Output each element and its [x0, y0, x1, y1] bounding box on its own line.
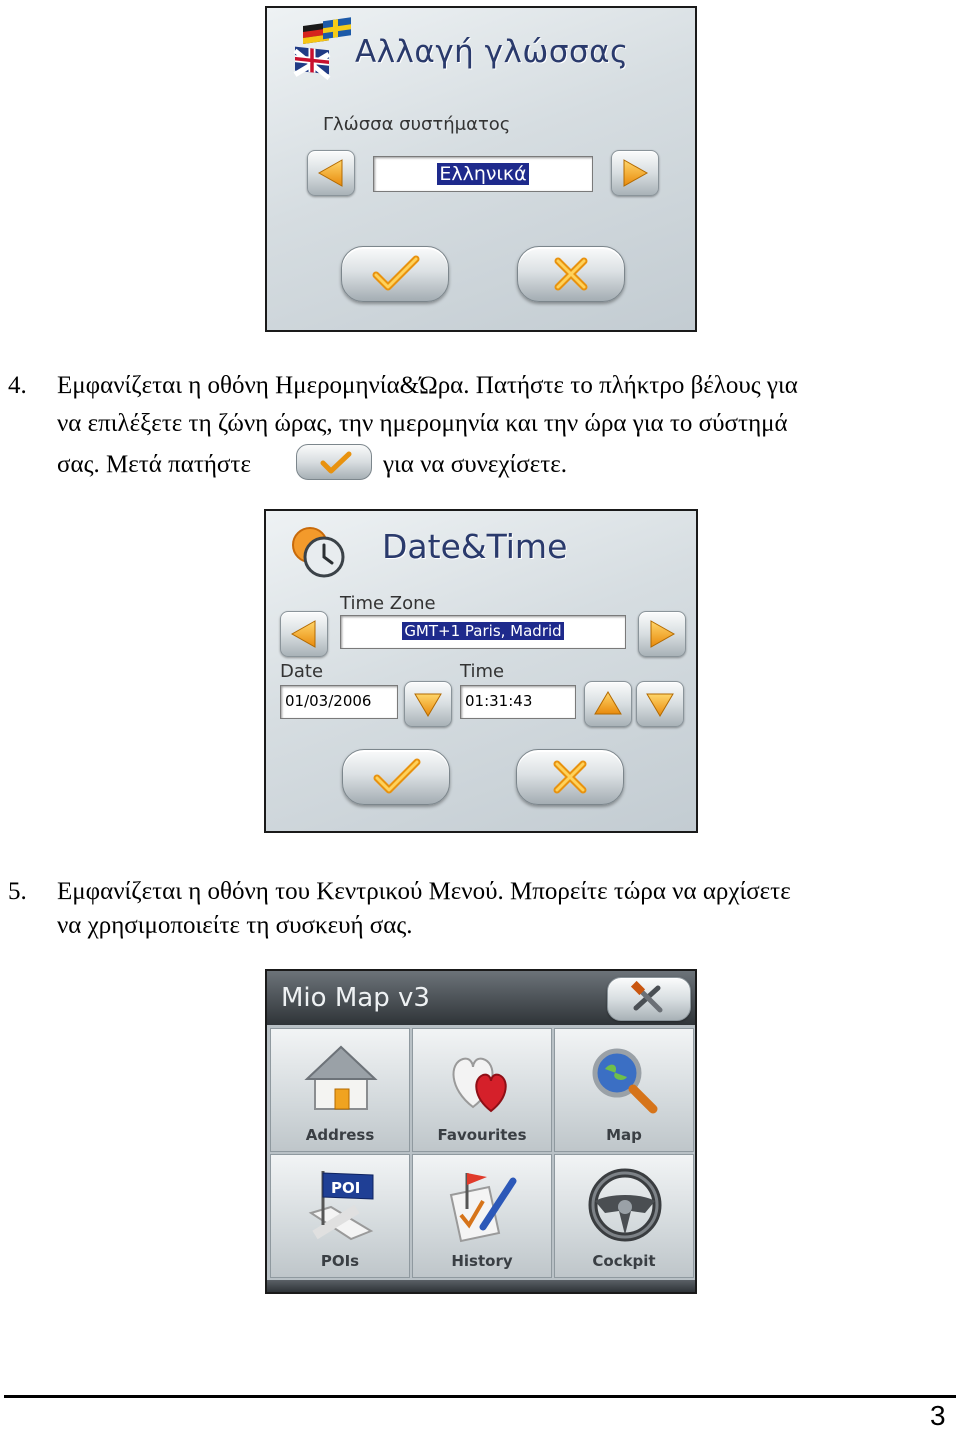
date-field[interactable] [280, 685, 398, 719]
step-5-line-1: Εμφανίζεται η οθόνη του Κεντρικού Μενού. Μπορείτε τώρα να αρχίσετε [57, 878, 791, 905]
ok-button[interactable] [341, 246, 449, 302]
tile-label: History [451, 1252, 513, 1270]
inline-ok-button-image [296, 444, 372, 480]
settings-button[interactable] [607, 977, 691, 1021]
menu-tile-favourites[interactable] [412, 1028, 552, 1152]
tile-label: Map [606, 1126, 642, 1144]
language-screen [265, 6, 697, 332]
app-title: Mio Map v3 [281, 983, 430, 1013]
menu-footer-bar [267, 1280, 695, 1292]
date-down-button[interactable] [404, 681, 452, 727]
checkmark-icon [297, 445, 373, 481]
next-timezone-button[interactable] [638, 611, 686, 657]
page-number: 3 [930, 1400, 946, 1431]
step-4-line-3-start: σας. Μετά πατήστε [57, 451, 251, 478]
time-label: Time [460, 661, 505, 682]
cross-icon [517, 750, 623, 804]
tile-label: POIs [320, 1252, 360, 1270]
menu-tile-map[interactable] [554, 1028, 694, 1152]
menu-tile-cockpit[interactable] [554, 1154, 694, 1278]
ok-button[interactable] [342, 749, 450, 805]
step-number: 4. [8, 372, 27, 399]
field-label: Γλώσσα συστήματος [323, 114, 511, 135]
poi-flag-icon [301, 1165, 381, 1245]
menu-tile-address[interactable] [270, 1028, 410, 1152]
house-icon [301, 1039, 381, 1119]
step-4-paragraph [0, 366, 960, 476]
timezone-value: GMT+1 Paris, Madrid [404, 622, 562, 640]
date-label: Date [280, 661, 324, 682]
tools-icon [608, 978, 690, 1020]
timezone-label: Time Zone [340, 593, 436, 614]
menu-header [267, 971, 695, 1025]
cancel-button[interactable] [517, 246, 625, 302]
next-language-button[interactable] [611, 150, 659, 196]
tile-label: Favourites [437, 1126, 527, 1144]
steering-wheel-icon [585, 1165, 665, 1245]
checkmark-icon [343, 750, 449, 804]
menu-tile-pois[interactable] [270, 1154, 410, 1278]
left-arrow-icon [281, 612, 327, 656]
datetime-screen [264, 509, 698, 833]
date-value: 01/03/2006 [285, 692, 372, 710]
right-arrow-icon [639, 612, 685, 656]
previous-timezone-button[interactable] [280, 611, 328, 657]
main-menu-screen [265, 969, 697, 1294]
step-number: 5. [8, 878, 27, 905]
step-4-line-1: Εμφανίζεται η οθόνη Ημερομηνία&Ώρα. Πατήστε το πλήκτρο βέλους για [57, 372, 798, 399]
language-value: Ελληνικά [439, 163, 527, 185]
language-field[interactable] [373, 156, 593, 192]
poi-badge: POI [331, 1179, 361, 1197]
right-arrow-icon [612, 151, 658, 195]
previous-language-button[interactable] [307, 150, 355, 196]
time-field[interactable] [460, 685, 576, 719]
magnifier-globe-icon [585, 1039, 665, 1119]
time-down-button[interactable] [636, 681, 684, 727]
screen-title: Αλλαγή γλώσσας [355, 34, 629, 70]
step-5-line-2: να χρησιμοποιείτε τη συσκευή σας. [57, 912, 413, 939]
timezone-field[interactable] [340, 615, 626, 649]
time-up-button[interactable] [584, 681, 632, 727]
left-arrow-icon [308, 151, 354, 195]
down-arrow-icon [637, 682, 683, 726]
menu-tile-history[interactable] [412, 1154, 552, 1278]
footer-rule [4, 1395, 956, 1398]
checkmark-icon [342, 247, 448, 301]
hearts-icon [443, 1039, 523, 1119]
step-4-line-3-end: για να συνεχίσετε. [383, 451, 568, 478]
screen-title: Date&Time [382, 527, 568, 566]
step-5-paragraph [0, 872, 960, 944]
tile-label: Cockpit [592, 1252, 656, 1270]
down-arrow-icon [405, 682, 451, 726]
cross-icon [518, 247, 624, 301]
time-value: 01:31:43 [465, 692, 533, 710]
step-4-line-2: να επιλέξετε τη ζώνη ώρας, την ημερομηνία και την ώρα για το σύστημά [57, 410, 788, 437]
clock-globe-icon [266, 511, 346, 591]
cancel-button[interactable] [516, 749, 624, 805]
tile-label: Address [305, 1126, 375, 1144]
history-icon [443, 1165, 523, 1245]
up-arrow-icon [585, 682, 631, 726]
